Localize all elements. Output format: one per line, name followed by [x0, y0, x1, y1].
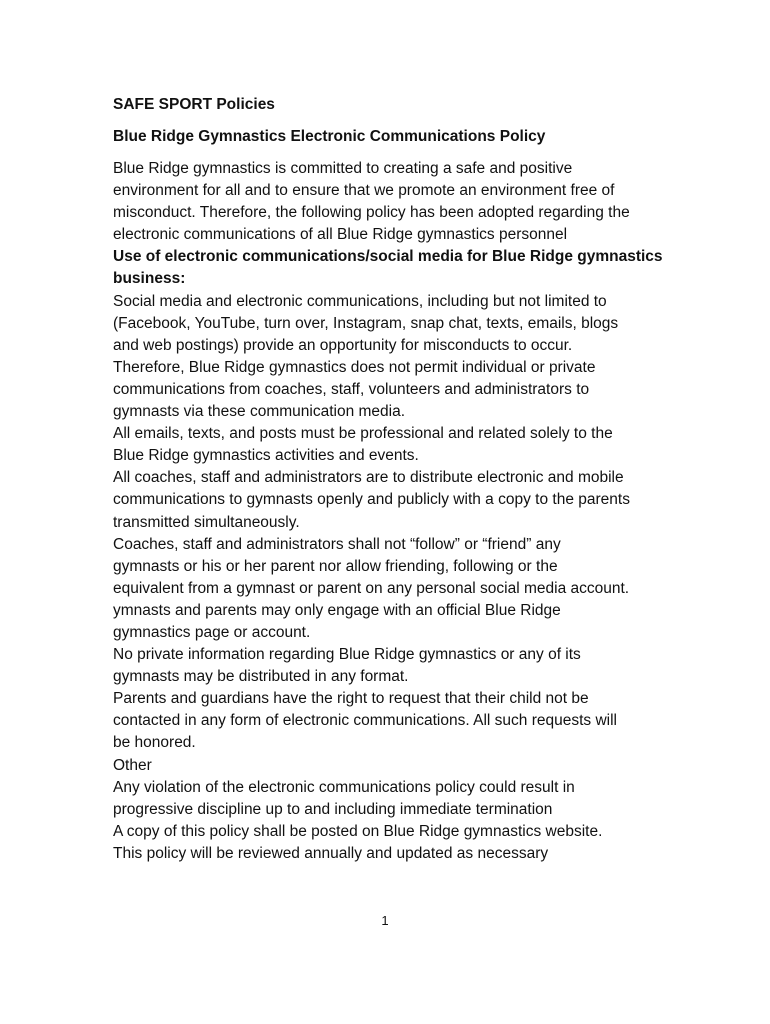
policy-title: Blue Ridge Gymnastics Electronic Communications Policy [113, 128, 546, 145]
policy-text-line: Blue Ridge gymnastics activities and events. [113, 447, 419, 465]
policy-text-line: transmitted simultaneously. [113, 513, 300, 531]
policy-text-line: Parents and guardians have the right to request that their child not be [113, 690, 589, 708]
policy-text-line: gymnasts or his or her parent nor allow friending, following or the [113, 557, 558, 575]
policy-text-line: progressive discipline up to and including immediate termination [113, 800, 553, 818]
policy-text-line: environment for all and to ensure that we promote an environment free of [113, 182, 615, 200]
policy-text-line: gymnasts via these communication media. [113, 403, 406, 421]
policy-text-line: Therefore, Blue Ridge gymnastics does not permit individual or private [113, 358, 596, 376]
policy-text-line: communications from coaches, staff, volunteers and administrators to [113, 380, 590, 398]
policy-text-line: Other [113, 756, 152, 774]
policy-text-line: be honored. [113, 734, 196, 752]
document-title: SAFE SPORT Policies [113, 96, 275, 113]
policy-text-line: No private information regarding Blue Ridge gymnastics or any of its [113, 646, 581, 664]
policy-text [113, 158, 673, 865]
policy-text-line: ymnasts and parents may only engage with an official Blue Ridge [113, 601, 561, 619]
policy-text-line: Any violation of the electronic communications policy could result in [113, 778, 575, 796]
policy-text-line: and web postings) provide an opportunity for misconducts to occur. [113, 336, 573, 354]
document-body [113, 94, 673, 865]
policy-text-line: contacted in any form of electronic communications. All such requests will [113, 712, 617, 730]
policy-text-line: Coaches, staff and administrators shall not “follow” or “friend” any [113, 535, 561, 553]
policy-text-line: A copy of this policy shall be posted on Blue Ridge gymnastics website. [113, 822, 603, 840]
policy-text-line: This policy will be reviewed annually and updated as necessary [113, 844, 549, 862]
policy-text-line: electronic communications of all Blue Ridge gymnastics personnel [113, 226, 568, 244]
policy-text-line: gymnasts may be distributed in any format. [113, 668, 409, 686]
page-number: 1 [381, 913, 389, 928]
policy-text-line: Social media and electronic communications, including but not limited to [113, 292, 607, 310]
policy-text-line: communications to gymnasts openly and publicly with a copy to the parents [113, 491, 630, 509]
policy-text-line: equivalent from a gymnast or parent on any personal social media account. [113, 579, 630, 597]
policy-text-line: gymnastics page or account. [113, 623, 311, 641]
section-heading-line: business: [113, 270, 186, 288]
policy-text-line: All emails, texts, and posts must be professional and related solely to the [113, 425, 613, 443]
policy-text-line: misconduct. Therefore, the following policy has been adopted regarding the [113, 204, 630, 222]
section-heading-line: Use of electronic communications/social media for Blue Ridge gymnastics [113, 248, 663, 266]
policy-text-line: Blue Ridge gymnastics is committed to creating a safe and positive [113, 160, 573, 177]
policy-text-line: (Facebook, YouTube, turn over, Instagram, snap chat, texts, emails, blogs [113, 314, 619, 332]
policy-text-line: All coaches, staff and administrators are to distribute electronic and mobile [113, 469, 624, 487]
